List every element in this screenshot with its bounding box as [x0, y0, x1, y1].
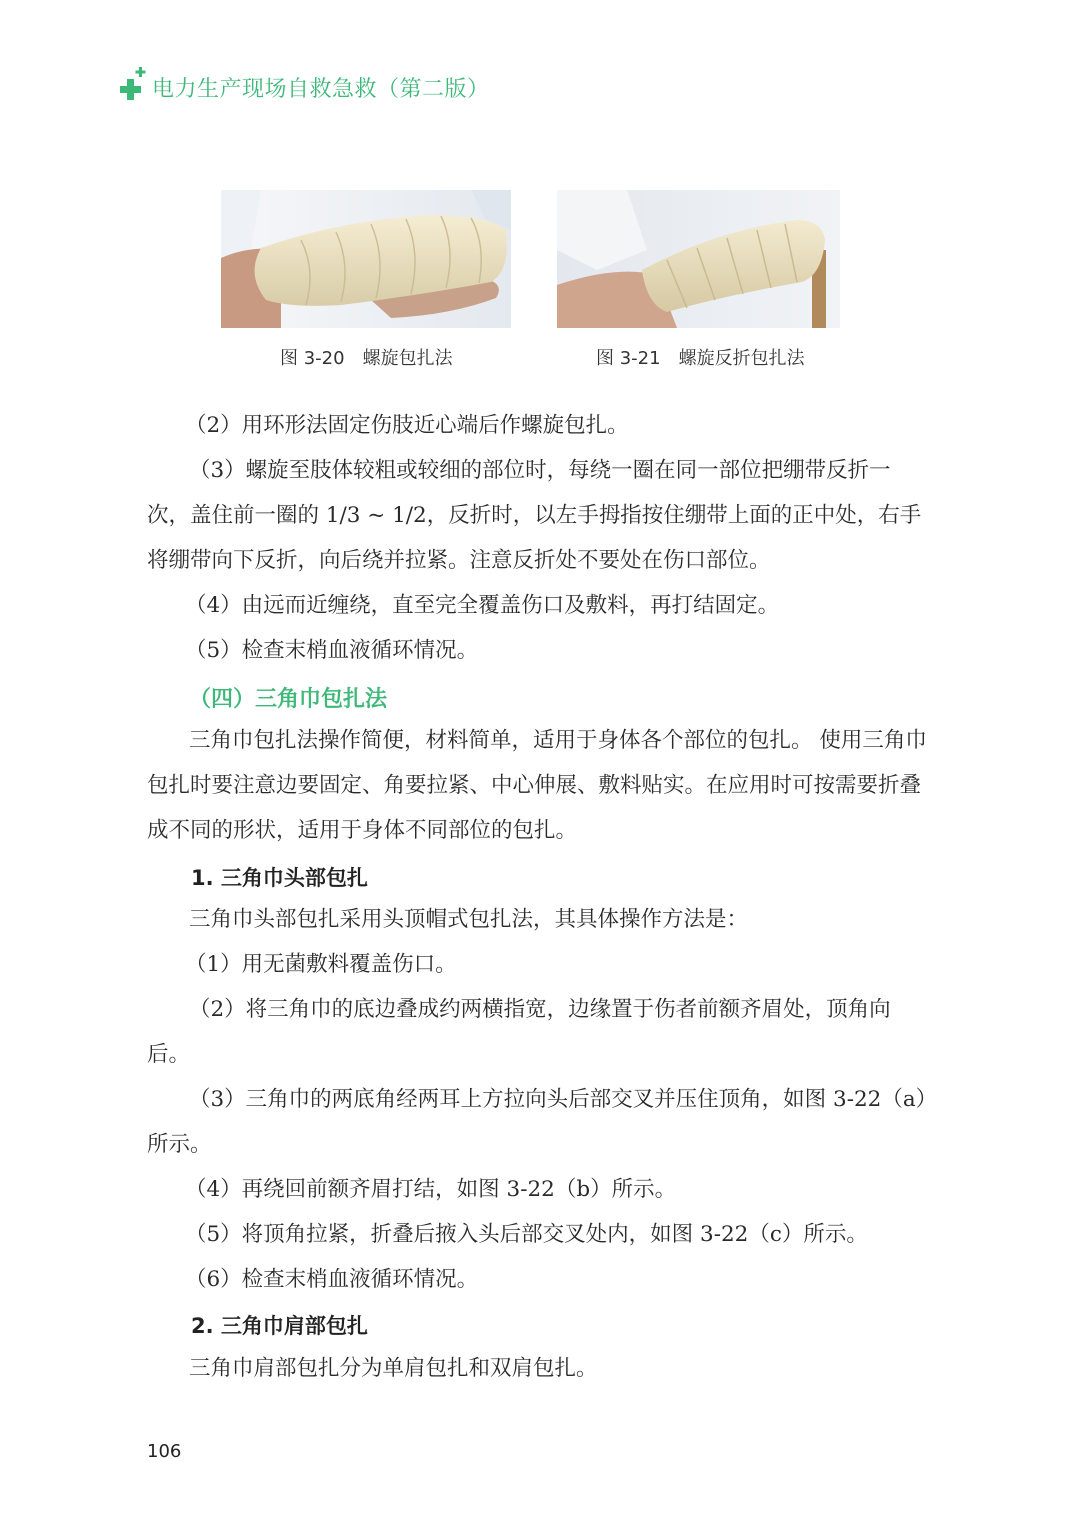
spiral-reverse-bandage-photo: [557, 190, 840, 328]
paragraph-head-step-5: （5）将顶角拉紧，折叠后掖入头后部交叉处内，如图 3-22（c）所示。: [185, 1222, 868, 1247]
paragraph-step-2: （2）用环形法固定伤肢近心端后作螺旋包扎。: [185, 413, 629, 438]
subheading-shoulder-bandage: 2. 三角巾肩部包扎: [191, 1314, 368, 1338]
paragraph-head-step-1: （1）用无菌敷料覆盖伤口。: [185, 952, 457, 977]
paragraph-head-step-2: （2）将三角巾的底边叠成约两横指宽，边缘置于伤者前额齐眉处，顶角向后。: [147, 997, 891, 1067]
paragraph-head-method: 三角巾头部包扎采用头顶帽式包扎法，其具体操作方法是：: [189, 907, 749, 932]
header-title: 电力生产现场自救急救（第二版）: [152, 76, 490, 102]
paragraph-head-step-3: （3）三角巾的两底角经两耳上方拉向头后部交叉并压住顶角，如图 3-22（a）所示。: [147, 1087, 927, 1157]
paragraph-triangular-intro: 三角巾包扎法操作简便，材料简单，适用于身体各个部位的包扎。 使用三角巾包扎时要注意边要固定、角要拉紧、中心伸展、敷料贴实。在应用时可按需要折叠成不同的形状，适用于身体不同部位的包扎。: [147, 728, 927, 843]
paragraph-step-3: （3）螺旋至肢体较粗或较细的部位时，每绕一圈在同一部位把绷带反折一次，盖住前一圈的 1/3 ~ 1/2，反折时，以左手拇指按住绷带上面的正中处，右手将绷带向下反折，向后绕并拉紧。注意反折处不要处在伤口部位。: [147, 458, 922, 573]
paragraph-head-step-6: （6）检查末梢血液循环情况。: [185, 1267, 479, 1292]
page-number: 106: [147, 1441, 182, 1462]
paragraph-shoulder-intro: 三角巾肩部包扎分为单肩包扎和双肩包扎。: [189, 1356, 598, 1381]
spiral-bandage-photo: [221, 190, 511, 328]
paragraph-step-5: （5）检查末梢血液循环情况。: [185, 638, 479, 663]
section-heading-triangular-bandage: （四）三角巾包扎法: [189, 687, 388, 712]
subheading-head-bandage: 1. 三角巾头部包扎: [191, 866, 368, 890]
figure-spiral-reverse-bandage: [557, 190, 840, 328]
figure-caption-3-20: 图 3-20 螺旋包扎法: [280, 348, 453, 369]
figure-caption-3-21: 图 3-21 螺旋反折包扎法: [596, 348, 805, 369]
running-header: [120, 64, 490, 104]
figure-spiral-bandage: [221, 190, 511, 328]
paragraph-step-4: （4）由远而近缠绕，直至完全覆盖伤口及敷料，再打结固定。: [185, 593, 780, 618]
medical-cross-icon: [120, 67, 150, 101]
paragraph-head-step-4: （4）再绕回前额齐眉打结，如图 3-22（b）所示。: [185, 1177, 677, 1202]
